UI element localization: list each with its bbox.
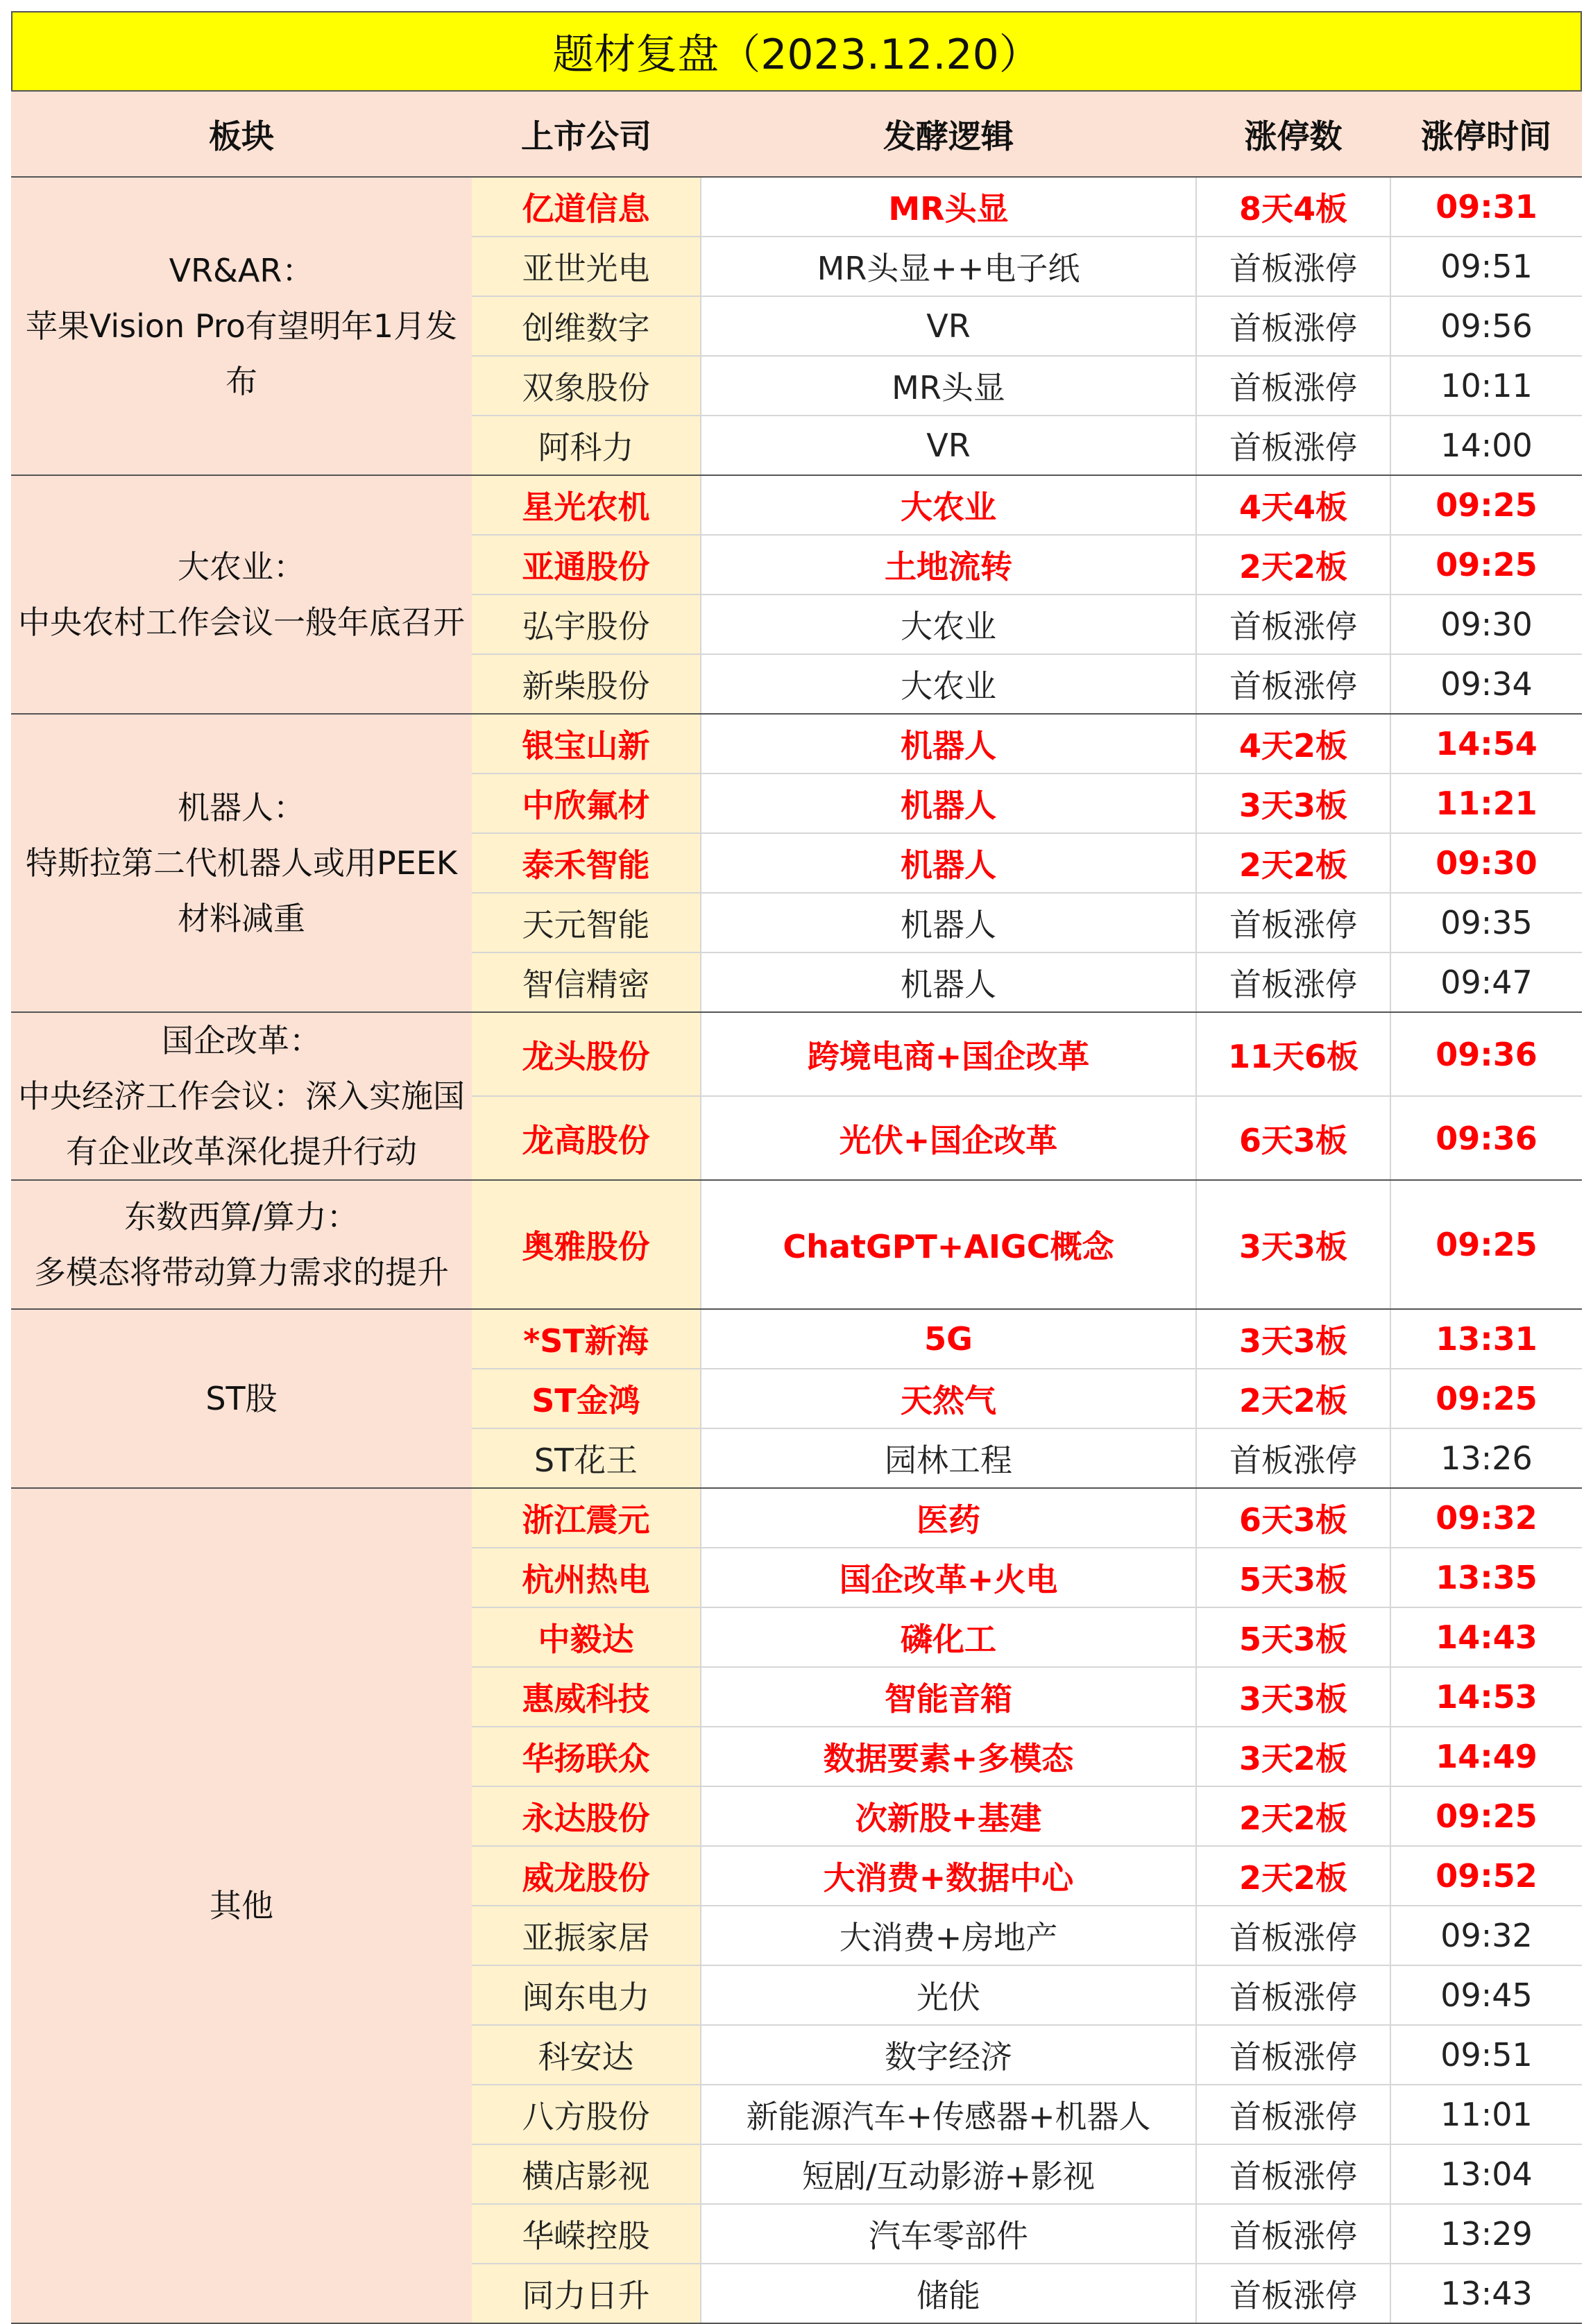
table-row — [11, 1180, 1582, 1309]
header-company: 上市公司 — [472, 92, 701, 177]
sector-name: 东数西算/算力： — [124, 1198, 359, 1236]
limit-count-cell: 3天3板 — [1196, 1667, 1390, 1727]
logic-cell: 短剧/互动影游+影视 — [701, 2144, 1196, 2204]
sector-reason: 中央经济工作会议：深入实施国有企业改革深化提升行动 — [18, 1077, 465, 1170]
company-cell: 同力日升 — [472, 2264, 701, 2323]
limit-count-cell: 5天3板 — [1196, 1548, 1390, 1607]
sector-cell — [11, 475, 472, 714]
limit-time-cell: 09:51 — [1390, 237, 1582, 296]
table-row — [11, 1309, 1582, 1369]
table-header-row — [11, 92, 1582, 177]
limit-count-cell: 首板涨停 — [1196, 2085, 1390, 2144]
limit-count-cell: 3天3板 — [1196, 1180, 1390, 1309]
sector-reason: 特斯拉第二代机器人或用PEEK材料减重 — [25, 844, 458, 937]
company-cell: 惠威科技 — [472, 1667, 701, 1727]
sector-name: ST股 — [205, 1380, 278, 1417]
company-cell: 亚振家居 — [472, 1906, 701, 1965]
company-cell: 奥雅股份 — [472, 1180, 701, 1309]
logic-cell: MR头显 — [701, 177, 1196, 237]
sector-cell — [11, 714, 472, 1012]
limit-count-cell: 3天3板 — [1196, 1309, 1390, 1369]
logic-cell: 天然气 — [701, 1369, 1196, 1428]
limit-time-cell: 13:04 — [1390, 2144, 1582, 2204]
limit-time-cell: 14:00 — [1390, 416, 1582, 475]
sector-cell — [11, 1012, 472, 1180]
logic-cell: 储能 — [701, 2264, 1196, 2323]
logic-cell: 数据要素+多模态 — [701, 1727, 1196, 1786]
table-row — [11, 475, 1582, 535]
limit-time-cell: 09:36 — [1390, 1012, 1582, 1096]
sector-reason: 多模态将带动算力需求的提升 — [34, 1254, 449, 1291]
limit-time-cell: 14:54 — [1390, 714, 1582, 774]
company-cell: 天元智能 — [472, 893, 701, 952]
limit-count-cell: 首板涨停 — [1196, 2025, 1390, 2085]
limit-up-table — [11, 92, 1582, 2324]
limit-count-cell: 首板涨停 — [1196, 356, 1390, 416]
company-cell: 龙高股份 — [472, 1096, 701, 1180]
sector-cell — [11, 177, 472, 475]
limit-time-cell: 09:52 — [1390, 1846, 1582, 1906]
company-cell: 中毅达 — [472, 1607, 701, 1667]
logic-cell: 大消费+数据中心 — [701, 1846, 1196, 1906]
page-title: 题材复盘（2023.12.20） — [11, 11, 1582, 92]
limit-time-cell: 09:32 — [1390, 1488, 1582, 1548]
logic-cell: 机器人 — [701, 893, 1196, 952]
limit-count-cell: 首板涨停 — [1196, 296, 1390, 356]
logic-cell: 机器人 — [701, 833, 1196, 893]
limit-count-cell: 8天4板 — [1196, 177, 1390, 237]
limit-time-cell: 13:43 — [1390, 2264, 1582, 2323]
company-cell: 华嵘控股 — [472, 2204, 701, 2264]
company-cell: 亿道信息 — [472, 177, 701, 237]
limit-count-cell: 4天4板 — [1196, 475, 1390, 535]
limit-count-cell: 首板涨停 — [1196, 1965, 1390, 2025]
company-cell: 阿科力 — [472, 416, 701, 475]
company-cell: 亚通股份 — [472, 535, 701, 595]
company-cell: 银宝山新 — [472, 714, 701, 774]
limit-time-cell: 13:29 — [1390, 2204, 1582, 2264]
limit-time-cell: 09:25 — [1390, 475, 1582, 535]
company-cell: 新柴股份 — [472, 654, 701, 714]
table-row — [11, 1488, 1582, 1548]
logic-cell: 新能源汽车+传感器+机器人 — [701, 2085, 1196, 2144]
limit-time-cell: 11:21 — [1390, 774, 1582, 833]
sector-reason: 中央农村工作会议一般年底召开 — [18, 604, 465, 641]
logic-cell: MR头显++电子纸 — [701, 237, 1196, 296]
limit-time-cell: 09:47 — [1390, 952, 1582, 1012]
company-cell: 闽东电力 — [472, 1965, 701, 2025]
limit-time-cell: 13:35 — [1390, 1548, 1582, 1607]
limit-time-cell: 09:51 — [1390, 2025, 1582, 2085]
limit-time-cell: 09:25 — [1390, 535, 1582, 595]
logic-cell: 5G — [701, 1309, 1196, 1369]
logic-cell: MR头显 — [701, 356, 1196, 416]
logic-cell: VR — [701, 416, 1196, 475]
limit-time-cell: 09:25 — [1390, 1180, 1582, 1309]
header-limit-time: 涨停时间 — [1390, 92, 1582, 177]
limit-count-cell: 首板涨停 — [1196, 237, 1390, 296]
company-cell: ST金鸿 — [472, 1369, 701, 1428]
logic-cell: 光伏+国企改革 — [701, 1096, 1196, 1180]
logic-cell: 机器人 — [701, 714, 1196, 774]
sector-name: 其他 — [210, 1887, 273, 1924]
limit-count-cell: 首板涨停 — [1196, 952, 1390, 1012]
header-logic: 发酵逻辑 — [701, 92, 1196, 177]
company-cell: 中欣氟材 — [472, 774, 701, 833]
limit-time-cell: 09:32 — [1390, 1906, 1582, 1965]
limit-time-cell: 09:35 — [1390, 893, 1582, 952]
table-row — [11, 177, 1582, 237]
logic-cell: 大农业 — [701, 595, 1196, 654]
logic-cell: VR — [701, 296, 1196, 356]
company-cell: 弘宇股份 — [472, 595, 701, 654]
limit-time-cell: 09:56 — [1390, 296, 1582, 356]
limit-count-cell: 11天6板 — [1196, 1012, 1390, 1096]
limit-time-cell: 10:11 — [1390, 356, 1582, 416]
table-row — [11, 714, 1582, 774]
company-cell: 威龙股份 — [472, 1846, 701, 1906]
company-cell: 龙头股份 — [472, 1012, 701, 1096]
logic-cell: 机器人 — [701, 952, 1196, 1012]
logic-cell: 国企改革+火电 — [701, 1548, 1196, 1607]
limit-count-cell: 2天2板 — [1196, 1786, 1390, 1846]
logic-cell: 汽车零部件 — [701, 2204, 1196, 2264]
logic-cell: 机器人 — [701, 774, 1196, 833]
sector-cell — [11, 1180, 472, 1309]
logic-cell: 跨境电商+国企改革 — [701, 1012, 1196, 1096]
company-cell: ST花王 — [472, 1428, 701, 1488]
company-cell: 浙江震元 — [472, 1488, 701, 1548]
limit-count-cell: 3天2板 — [1196, 1727, 1390, 1786]
company-cell: 八方股份 — [472, 2085, 701, 2144]
limit-count-cell: 首板涨停 — [1196, 595, 1390, 654]
limit-count-cell: 5天3板 — [1196, 1607, 1390, 1667]
limit-count-cell: 4天2板 — [1196, 714, 1390, 774]
limit-count-cell: 首板涨停 — [1196, 416, 1390, 475]
limit-count-cell: 2天2板 — [1196, 833, 1390, 893]
sector-name: VR&AR： — [169, 252, 314, 289]
limit-count-cell: 首板涨停 — [1196, 893, 1390, 952]
limit-time-cell: 09:25 — [1390, 1786, 1582, 1846]
company-cell: 永达股份 — [472, 1786, 701, 1846]
limit-count-cell: 首板涨停 — [1196, 2204, 1390, 2264]
limit-time-cell: 09:30 — [1390, 833, 1582, 893]
limit-time-cell: 09:30 — [1390, 595, 1582, 654]
company-cell: *ST新海 — [472, 1309, 701, 1369]
limit-count-cell: 2天2板 — [1196, 1369, 1390, 1428]
company-cell: 亚世光电 — [472, 237, 701, 296]
company-cell: 杭州热电 — [472, 1548, 701, 1607]
company-cell: 横店影视 — [472, 2144, 701, 2204]
logic-cell: 数字经济 — [701, 2025, 1196, 2085]
limit-count-cell: 6天3板 — [1196, 1096, 1390, 1180]
limit-time-cell: 09:31 — [1390, 177, 1582, 237]
limit-time-cell: 09:34 — [1390, 654, 1582, 714]
logic-cell: ChatGPT+AIGC概念 — [701, 1180, 1196, 1309]
logic-cell: 土地流转 — [701, 535, 1196, 595]
logic-cell: 光伏 — [701, 1965, 1196, 2025]
table-row — [11, 1012, 1582, 1096]
logic-cell: 磷化工 — [701, 1607, 1196, 1667]
logic-cell: 大消费+房地产 — [701, 1906, 1196, 1965]
limit-count-cell: 首板涨停 — [1196, 2264, 1390, 2323]
company-cell: 智信精密 — [472, 952, 701, 1012]
limit-time-cell: 09:45 — [1390, 1965, 1582, 2025]
limit-time-cell: 09:25 — [1390, 1369, 1582, 1428]
limit-count-cell: 6天3板 — [1196, 1488, 1390, 1548]
logic-cell: 大农业 — [701, 654, 1196, 714]
limit-count-cell: 2天2板 — [1196, 535, 1390, 595]
limit-count-cell: 首板涨停 — [1196, 1906, 1390, 1965]
limit-time-cell: 09:36 — [1390, 1096, 1582, 1180]
table-body — [11, 177, 1582, 2323]
sector-name: 国企改革： — [162, 1022, 321, 1059]
company-cell: 华扬联众 — [472, 1727, 701, 1786]
logic-cell: 园林工程 — [701, 1428, 1196, 1488]
logic-cell: 次新股+基建 — [701, 1786, 1196, 1846]
company-cell: 泰禾智能 — [472, 833, 701, 893]
limit-time-cell: 14:49 — [1390, 1727, 1582, 1786]
limit-count-cell: 首板涨停 — [1196, 654, 1390, 714]
logic-cell: 智能音箱 — [701, 1667, 1196, 1727]
sector-name: 机器人： — [178, 789, 305, 826]
sector-reason: 苹果Vision Pro有望明年1月发布 — [25, 307, 458, 400]
limit-time-cell: 13:31 — [1390, 1309, 1582, 1369]
company-cell: 星光农机 — [472, 475, 701, 535]
logic-cell: 大农业 — [701, 475, 1196, 535]
sector-cell — [11, 1488, 472, 2323]
sector-cell — [11, 1309, 472, 1488]
company-cell: 科安达 — [472, 2025, 701, 2085]
company-cell: 双象股份 — [472, 356, 701, 416]
sector-name: 大农业： — [178, 548, 305, 586]
limit-time-cell: 14:53 — [1390, 1667, 1582, 1727]
limit-time-cell: 11:01 — [1390, 2085, 1582, 2144]
logic-cell: 医药 — [701, 1488, 1196, 1548]
limit-count-cell: 3天3板 — [1196, 774, 1390, 833]
limit-count-cell: 2天2板 — [1196, 1846, 1390, 1906]
header-sector: 板块 — [11, 92, 472, 177]
limit-count-cell: 首板涨停 — [1196, 1428, 1390, 1488]
company-cell: 创维数字 — [472, 296, 701, 356]
limit-time-cell: 13:26 — [1390, 1428, 1582, 1488]
limit-time-cell: 14:43 — [1390, 1607, 1582, 1667]
header-limit-count: 涨停数 — [1196, 92, 1390, 177]
limit-count-cell: 首板涨停 — [1196, 2144, 1390, 2204]
